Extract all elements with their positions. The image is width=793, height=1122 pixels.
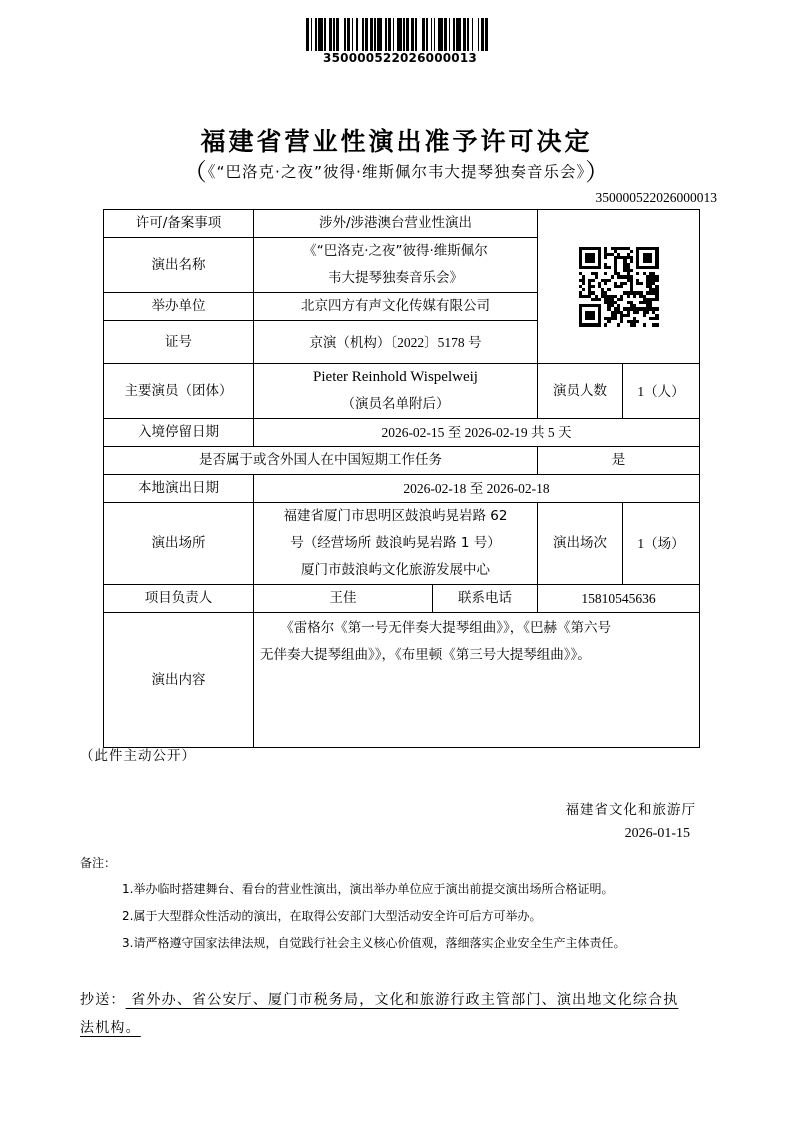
permit-table xyxy=(103,209,700,748)
stay-label: 入境停留日期 xyxy=(104,419,254,447)
remarks-label: 备注： xyxy=(80,856,117,870)
subtitle xyxy=(0,152,793,187)
remark-item: 1.举办临时搭建舞台、看台的营业性演出，演出举办单位应于演出前提交演出场所合格证明。 xyxy=(122,882,614,896)
venue-line2: 号（经营场所 鼓浪屿晃岩路 1 号） xyxy=(290,535,501,551)
venue-label: 演出场所 xyxy=(104,503,254,585)
cc-recipients-line2: 法机构。 xyxy=(80,1020,141,1036)
local-date-value: 2026-02-18 至 2026-02-18 xyxy=(254,475,700,503)
show-name-line1: 《“巴洛克·之夜”彼得·维斯佩尔 xyxy=(303,243,488,259)
venue-value xyxy=(254,503,538,585)
performer-count-value: 1（人） xyxy=(623,364,700,419)
cc-label: 抄送： xyxy=(80,992,126,1008)
sessions-value: 1（场） xyxy=(623,503,700,585)
subtitle-close-paren: ） xyxy=(585,158,611,186)
issuing-authority: 福建省文化和旅游厅 xyxy=(565,802,696,818)
subtitle-open-paren: （ xyxy=(182,158,208,186)
qr-code-cell xyxy=(538,210,700,364)
content-label: 演出内容 xyxy=(104,613,254,748)
sessions-label: 演出场次 xyxy=(538,503,623,585)
show-name-value xyxy=(254,238,538,293)
venue-line3: 厦门市鼓浪屿文化旅游发展中心 xyxy=(301,562,490,578)
performer-name: Pieter Reinhold Wispelweij xyxy=(313,369,478,385)
phone-value: 15810545636 xyxy=(538,585,700,613)
phone-label: 联系电话 xyxy=(433,585,538,613)
document-number: 350000522026000013 xyxy=(595,190,717,205)
remark-item: 2.属于大型群众性活动的演出，在取得公安部门大型活动安全许可后方可举办。 xyxy=(122,909,542,923)
content-line1: 《雷格尔《第一号无伴奏大提琴组曲》》，《巴赫《第六号 xyxy=(260,620,611,636)
page-title: 福建省营业性演出准予许可决定 xyxy=(200,127,593,156)
performer-note: （演员名单附后） xyxy=(341,396,450,412)
license-label: 证号 xyxy=(104,321,254,364)
stay-value: 2026-02-15 至 2026-02-19 共 5 天 xyxy=(254,419,700,447)
permit-item-value: 涉外/涉港澳台营业性演出 xyxy=(254,210,538,238)
remark-item: 3.请严格遵守国家法律法规，自觉践行社会主义核心价值观，落细落实企业安全生产主体责任。 xyxy=(122,936,626,950)
public-disclosure-note: （此件主动公开） xyxy=(80,748,196,764)
performer-value xyxy=(254,364,538,419)
manager-label: 项目负责人 xyxy=(104,585,254,613)
barcode-image xyxy=(306,18,489,51)
short-term-label: 是否属于或含外国人在中国短期工作任务 xyxy=(104,447,538,475)
short-term-value: 是 xyxy=(538,447,700,475)
show-name-label: 演出名称 xyxy=(104,238,254,293)
show-name-line2: 韦大提琴独奏音乐会》 xyxy=(328,270,463,286)
performer-label: 主要演员（团体） xyxy=(104,364,254,419)
content-value xyxy=(254,613,700,748)
license-value: 京演（机构）〔2022〕5178 号 xyxy=(254,321,538,364)
issue-date: 2026-01-15 xyxy=(624,826,690,841)
organizer-label: 举办单位 xyxy=(104,293,254,321)
cc-list xyxy=(80,986,720,1042)
organizer-value: 北京四方有声文化传媒有限公司 xyxy=(254,293,538,321)
permit-item-label: 许可/备案事项 xyxy=(104,210,254,238)
content-line2: 无伴奏大提琴组曲》》，《布里顿《第三号大提琴组曲》》。 xyxy=(260,647,591,663)
cc-recipients-line1: 省外办、省公安厅、厦门市税务局，文化和旅游行政主管部门、演出地文化综合执 xyxy=(125,992,679,1008)
manager-value: 王佳 xyxy=(254,585,433,613)
barcode-number: 350000522026000013 xyxy=(323,51,477,65)
performer-count-label: 演员人数 xyxy=(538,364,623,419)
subtitle-text: 《“巴洛克·之夜”彼得·维斯佩尔韦大提琴独奏音乐会》 xyxy=(207,163,586,181)
qr-code-icon xyxy=(579,247,659,327)
venue-line1: 福建省厦门市思明区鼓浪屿晃岩路 62 xyxy=(283,508,508,524)
local-date-label: 本地演出日期 xyxy=(104,475,254,503)
